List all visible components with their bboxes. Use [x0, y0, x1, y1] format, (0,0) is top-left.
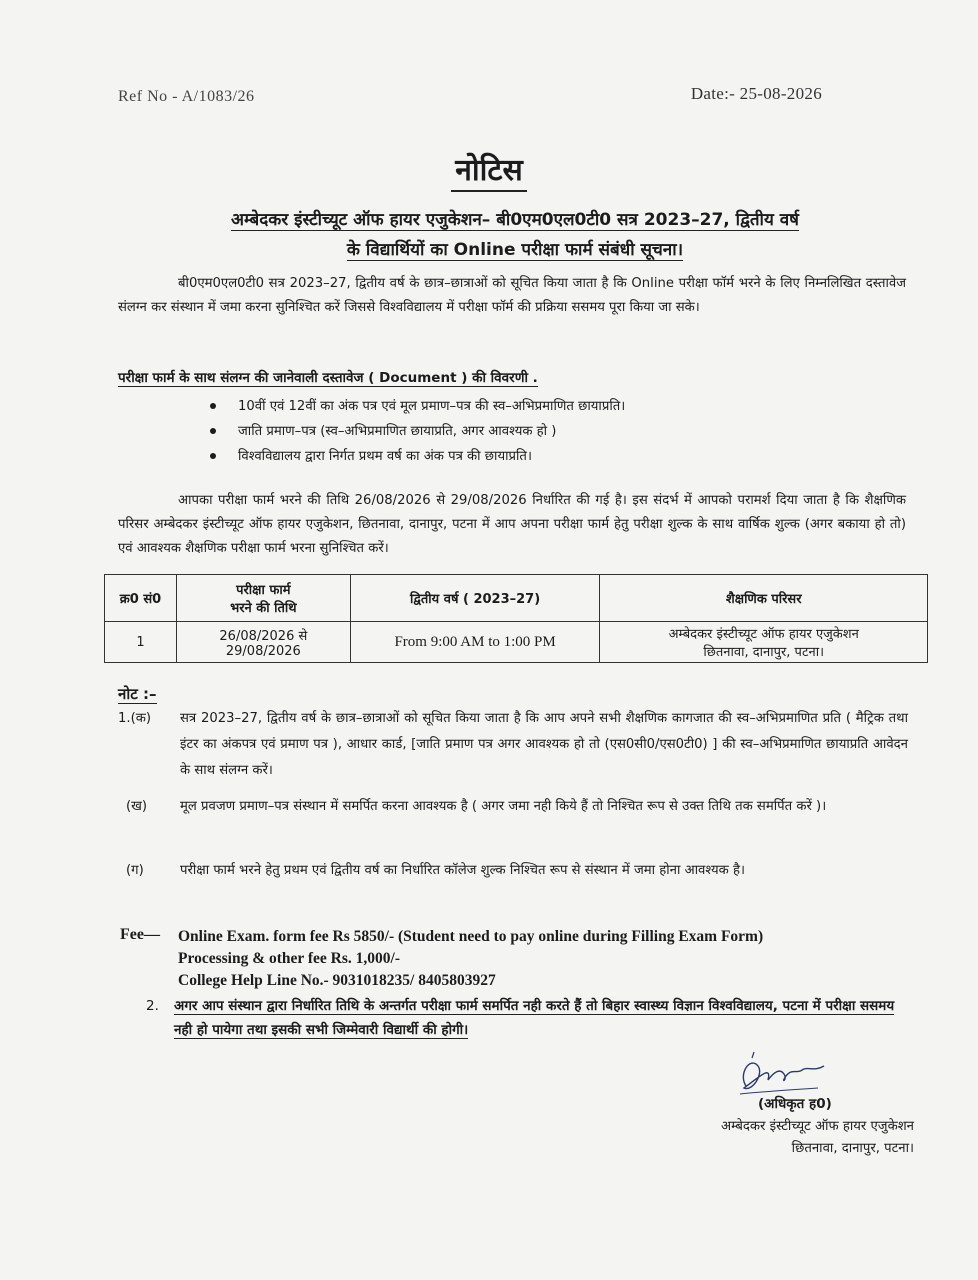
subject-line-2-text: के विद्यार्थियों का Online परीक्षा फार्म संबंधी सूचना। — [346, 240, 684, 260]
fee-label: Fee— — [120, 926, 160, 943]
subject-line-1 — [150, 205, 880, 235]
schedule-table — [104, 574, 928, 663]
cell-campus-line-2: छितनावा, दानापुर, पटना। — [703, 645, 825, 660]
cell-campus — [600, 622, 928, 663]
cell-campus-line-1: अम्बेदकर इंस्टीच्यूट ऑफ हायर एजुकेशन — [668, 627, 859, 642]
note-text: परीक्षा फार्म भरने हेतु प्रथम एवं द्वितीय वर्ष का निर्धारित कॉलेज शुल्क निश्चित रूप से संस्थान में जमा होना आवश्यक है। — [180, 863, 745, 878]
cell-time: From 9:00 AM to 1:00 PM — [350, 622, 600, 663]
header-campus: शैक्षणिक परिसर — [600, 575, 928, 622]
header-form-date-line-2: भरने की तिथि — [230, 601, 297, 616]
warning-number: 2. — [146, 998, 159, 1014]
notice-date: Date:- 25-08-2026 — [690, 84, 822, 103]
subject-line-1-text: अम्बेदकर इंस्टीच्यूट ऑफ हायर एजुकेशन– बी0एम0एल0टी0 सत्र 2023–27, द्वितीय वर्ष — [230, 210, 800, 230]
note-item — [118, 858, 908, 912]
signatory-institute — [721, 1116, 914, 1160]
schedule-paragraph: आपका परीक्षा फार्म भरने की तिथि 26/08/2026 से 29/08/2026 निर्धारित की गई है। इस संदर्भ में आपको परामर्श दिया जाता है कि शैक्षणिक परिसर अम्बेदकर इंस्टीच्यूट ऑफ हायर एजुकेशन, छितनावा, दानापुर, पटना में आप अपना परीक्षा फार्म हेतु परीक्षा शुल्क के साथ वार्षिक शुल्क (अगर बकाया हो तो) एवं आवश्यक शैक्षणिक परीक्षा फार्म भरना सुनिश्चित करें। — [118, 493, 906, 556]
note-number: (ख) — [126, 799, 148, 814]
table-row — [105, 622, 928, 663]
cell-form-date-line-2: 29/08/2026 — [225, 643, 301, 659]
table-header-row — [105, 575, 928, 622]
notes-label — [118, 684, 157, 704]
header-serial: क्र0 सं0 — [105, 575, 177, 622]
note-text: मूल प्रवजण प्रमाण–पत्र संस्थान में समर्पित करना आवश्यक है ( अगर जमा नही किये हैं तो निश्चित रूप से उक्त तिथि तक समर्पित करें )। — [180, 799, 827, 814]
intro-paragraph: बी0एम0एल0टी0 सत्र 2023–27, द्वितीय वर्ष के छात्र–छात्राओं को सूचित किया जाता है कि Online परीक्षा फॉर्म भरने के लिए निम्नलिखित दस्तावेज संलग्न कर संस्थान में जमा करना सुनिश्चित करें जिससे विश्वविद्यालय में परीक्षा फॉर्म की प्रक्रिया ससमय पूरा किया जा सके। — [118, 276, 906, 315]
header-year: द्वितीय वर्ष ( 2023–27) — [350, 575, 600, 622]
cell-form-date — [176, 622, 350, 663]
fee-details — [178, 926, 763, 992]
header-form-date — [176, 575, 350, 622]
notice-title-text: नोटिस — [451, 153, 527, 192]
document-item: 10वीं एवं 12वीं का अंक पत्र एवं मूल प्रमाण–पत्र की स्व–अभिप्रमाणित छायाप्रति। — [210, 394, 625, 419]
warning-text — [174, 994, 908, 1042]
notice-subject — [150, 205, 880, 265]
note-number: (ग) — [126, 863, 144, 878]
reference-number: Ref No - A/1083/26 — [118, 88, 255, 105]
cell-serial: 1 — [105, 622, 177, 663]
fee-processing: Processing & other fee Rs. 1,000/- — [178, 950, 400, 967]
note-text: सत्र 2023–27, द्वितीय वर्ष के छात्र–छात्राओं को सूचित किया जाता है कि आप अपने सभी शैक्षणिक कागजात की स्व–अभिप्रमाणित प्रति ( मैट्रिक तथा इंटर का अंकपत्र एवं प्रमाण पत्र ), आधार कार्ड, [जाति प्रमाण पत्र अगर आवश्यक हो तो (एस0सी0/एस0टी0) ] की स्व–अभिप्रमाणित छायाप्रति आवेदन के साथ संलग्न करें। — [180, 711, 908, 778]
college-helpline: College Help Line No.- 9031018235/ 8405803927 — [178, 972, 496, 989]
documents-list — [210, 394, 625, 469]
note-item — [118, 794, 908, 848]
documents-heading-text: परीक्षा फार्म के साथ संलग्न की जानेवाली दस्तावेज ( Document ) की विवरणी . — [118, 370, 538, 386]
signatory-institute-line-2: छितनावा, दानापुर, पटना। — [791, 1141, 914, 1156]
note-number: 1.(क) — [118, 711, 151, 726]
notice-title — [0, 148, 978, 189]
signatory-title: (अधिकृत ह0) — [758, 1096, 832, 1112]
notes-label-text: नोट :– — [118, 685, 157, 703]
note-item — [118, 706, 908, 786]
subject-line-2 — [150, 235, 880, 265]
fee-online-exam: Online Exam. form fee Rs 5850/- (Student need to pay online during Filling Exam Form) — [178, 928, 764, 945]
header-form-date-line-1: परीक्षा फार्म — [236, 583, 291, 598]
document-item: जाति प्रमाण–पत्र (स्व–अभिप्रमाणित छायाप्रति, अगर आवश्यक हो ) — [210, 419, 625, 444]
document-item: विश्वविद्यालय द्वारा निर्गत प्रथम वर्ष का अंक पत्र की छायाप्रति। — [210, 444, 625, 469]
cell-form-date-line-1: 26/08/2026 से — [219, 628, 308, 644]
documents-heading — [118, 368, 538, 386]
warning-text-content: अगर आप संस्थान द्वारा निर्धारित तिथि के अन्तर्गत परीक्षा फार्म समर्पित नही करते हैं तो बिहार स्वास्थ्य विज्ञान विश्वविद्यालय, पटना में परीक्षा ससमय नही हो पायेगा तथा इसकी सभी जिम्मेवारी विद्यार्थी की होगी। — [174, 998, 895, 1038]
signatory-institute-line-1: अम्बेदकर इंस्टीच्यूट ऑफ हायर एजुकेशन — [721, 1119, 914, 1134]
